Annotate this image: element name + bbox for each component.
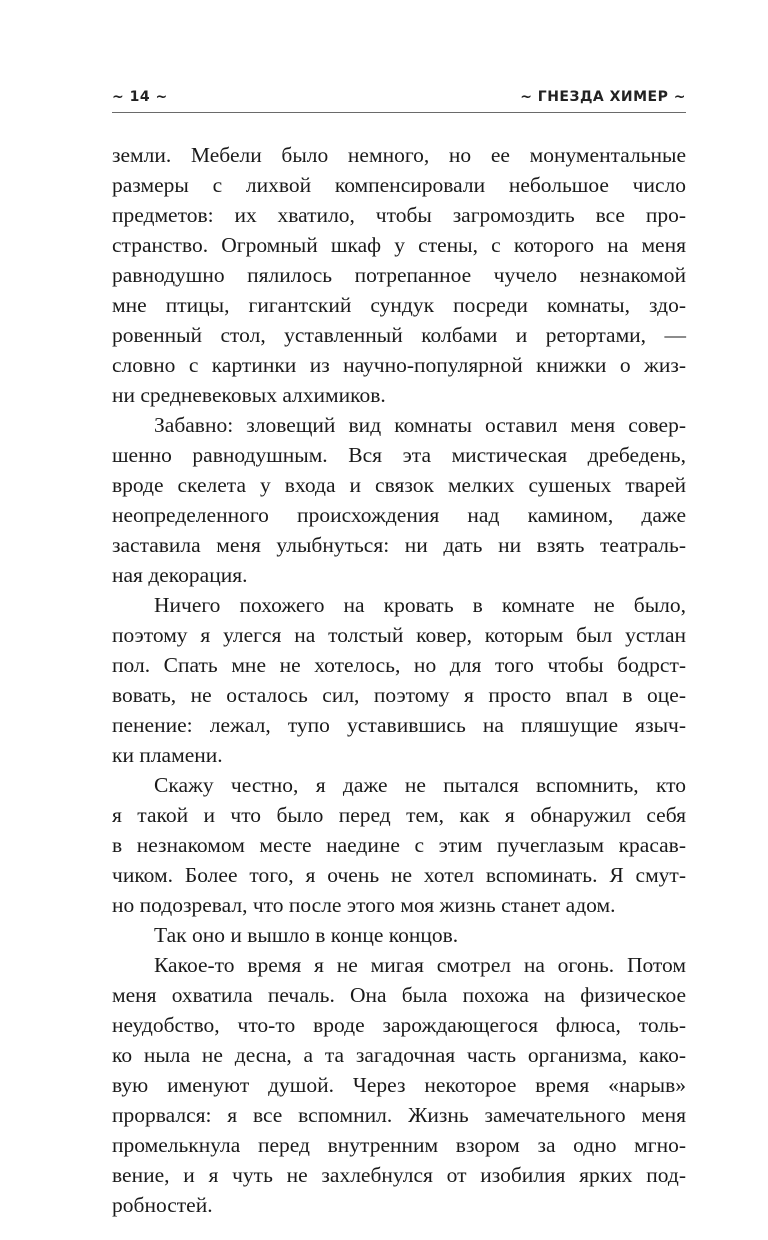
text-line: Ничего похожего на кровать в комнате не было, [154,593,686,617]
paragraph [112,950,686,1220]
text-line: пол. Спать мне не хотелось, но для того чтобы бодрст- [112,653,686,677]
text-line: пенение: лежал, тупо уставившись на пляшущие языч- [112,713,686,737]
paragraph [112,140,686,410]
text-line: поэтому я улегся на толстый ковер, которым был устлан [112,623,686,647]
text-line: заставила меня улыбнуться: ни дать ни взять театраль- [112,533,686,557]
text-line: вроде скелета у входа и связок мелких сушеных тварей [112,473,686,497]
text-line: странство. Огромный шкаф у стены, с которого на меня [112,233,686,257]
paragraph [112,920,686,950]
text-line: робностей. [112,1193,213,1217]
header-rule [112,112,686,113]
text-line: вую именуют душой. Через некоторое время «нарыв» [112,1073,686,1097]
text-line: в незнакомом месте наедине с этим пучеглазым красав- [112,833,686,857]
text-line: меня охватила печаль. Она была похожа на физическое [112,983,686,1007]
text-line: равнодушно пялилось потрепанное чучело незнакомой [112,263,686,287]
text-line: чиком. Более того, я очень не хотел вспоминать. Я смут- [112,863,686,887]
text-line: ни средневековых алхимиков. [112,383,386,407]
text-line: я такой и что было перед тем, как я обнаружил себя [112,803,686,827]
text-line: вовать, не осталось сил, поэтому я просто впал в оце- [112,683,686,707]
paragraph [112,770,686,920]
text-line: но подозревал, что после этого моя жизнь станет адом. [112,893,616,917]
text-line: шенно равнодушным. Вся эта мистическая дребедень, [112,443,686,467]
text-line: ная декорация. [112,563,248,587]
text-line: прорвался: я все вспомнил. Жизнь замечательного меня [112,1103,686,1127]
text-line: словно с картинки из научно-популярной книжки о жиз- [112,353,686,377]
text-line: предметов: их хватило, чтобы загромоздить все про- [112,203,686,227]
page-number: ~ 14 ~ [112,89,168,105]
text-line: мне птицы, гигантский сундук посреди комнаты, здо- [112,293,686,317]
paragraph [112,410,686,590]
text-line: размеры с лихвой компенсировали небольшое число [112,173,686,197]
text-line: ко ныла не десна, а та загадочная часть организма, како- [112,1043,686,1067]
text-line: Какое-то время я не мигая смотрел на огонь. Потом [154,953,686,977]
text-line: Забавно: зловещий вид комнаты оставил меня совер- [154,413,686,437]
text-line: промелькнула перед внутренним взором за одно мгно- [112,1133,686,1157]
page-body [112,140,686,1220]
text-line: Так оно и вышло в конце концов. [154,923,459,947]
text-line: Скажу честно, я даже не пытался вспомнить, кто [154,773,686,797]
text-line: вение, и я чуть не захлебнулся от изобилия ярких под- [112,1163,686,1187]
text-line: неопределенного происхождения над камином, даже [112,503,686,527]
text-line: ровенный стол, уставленный колбами и ретортами, — [112,323,686,347]
book-title: ~ ГНЕЗДА ХИМЕР ~ [520,89,686,105]
text-line: земли. Мебели было немного, но ее монументальные [112,143,686,167]
running-header [112,86,686,108]
paragraph [112,590,686,770]
text-line: неудобство, что-то вроде зарождающегося флюса, толь- [112,1013,686,1037]
text-line: ки пламени. [112,743,223,767]
